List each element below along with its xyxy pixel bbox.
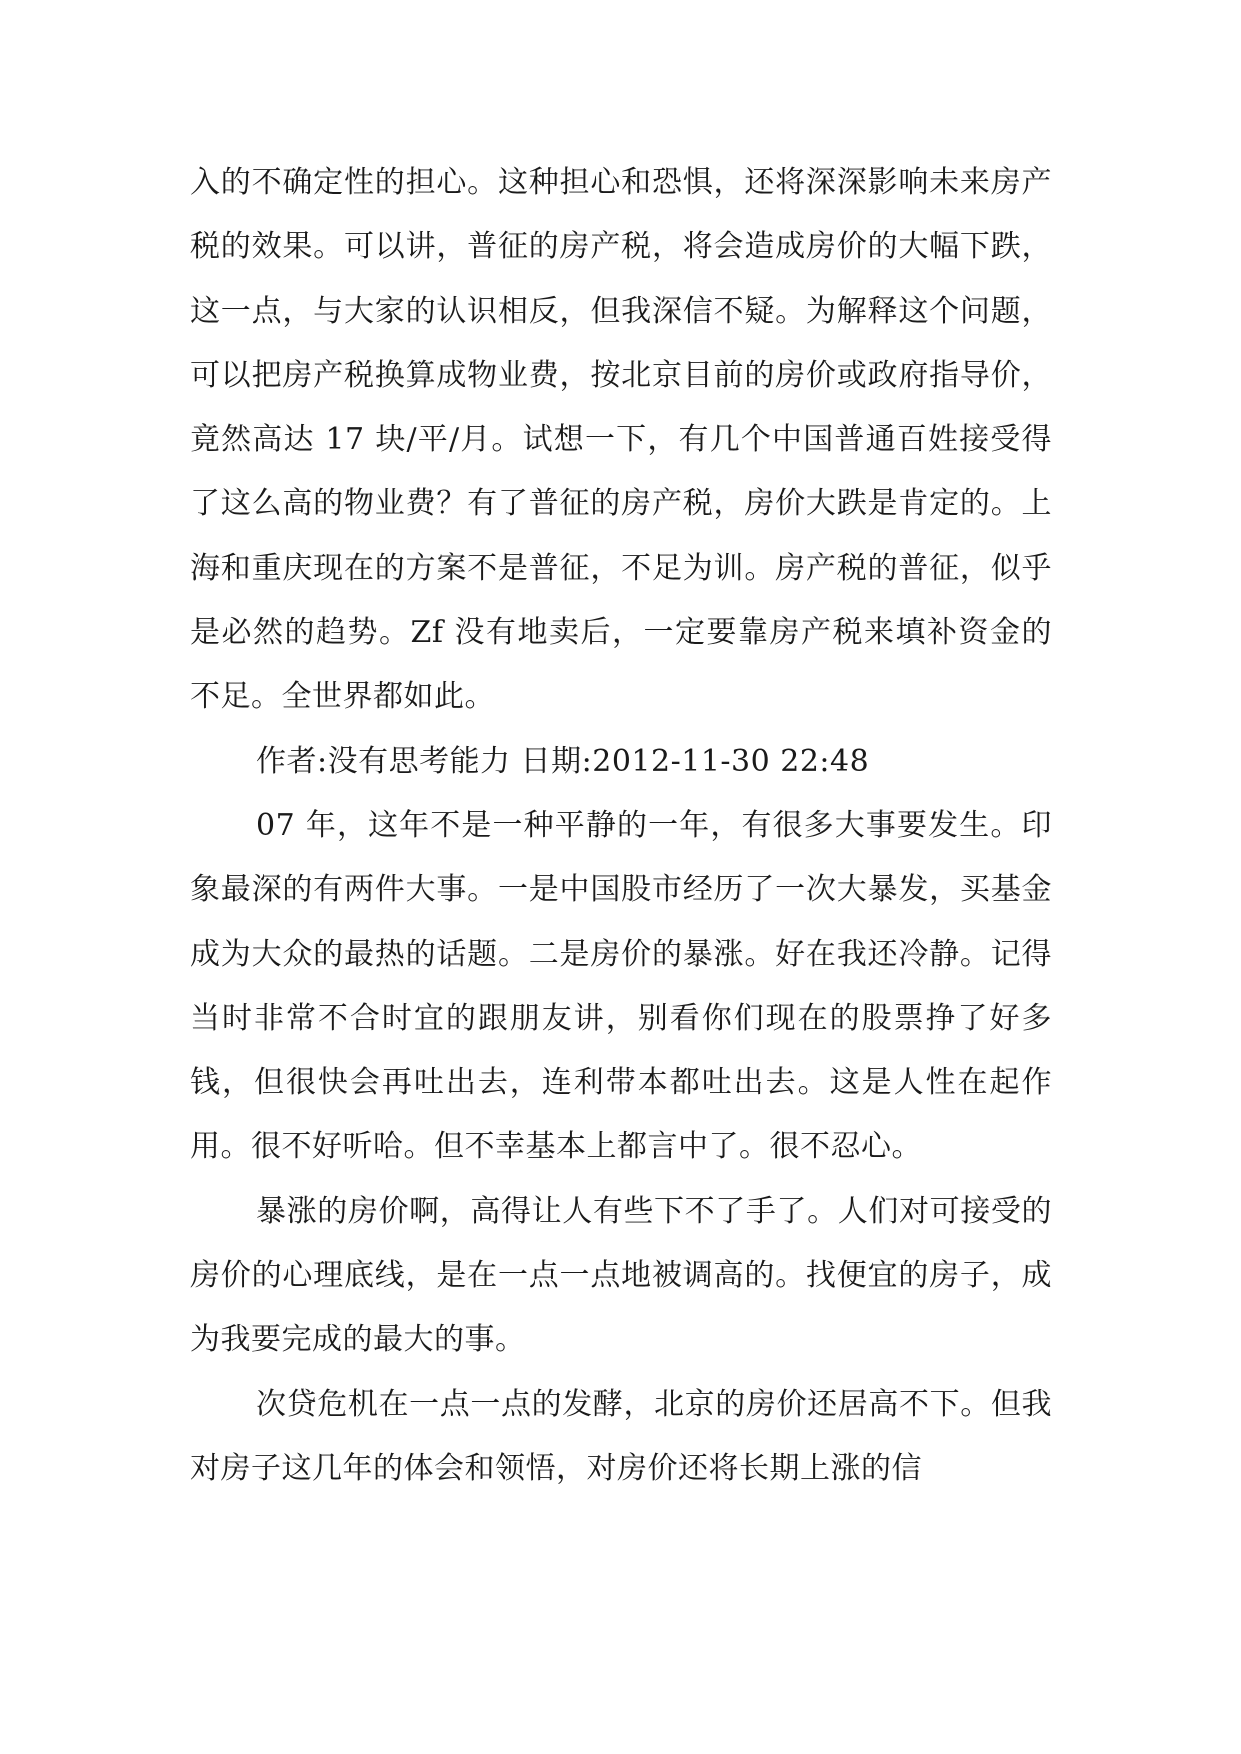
paragraph-4: 次贷危机在一点一点的发酵，北京的房价还居高不下。但我对房子这几年的体会和领悟，对房价还将长期上涨的信 [190, 1386, 1052, 1486]
paragraph-3: 暴涨的房价啊，高得让人有些下不了手了。人们对可接受的房价的心理底线，是在一点一点地被调高的。找便宜的房子，成为我要完成的最大的事。 [190, 1193, 1052, 1358]
paragraph-1: 入的不确定性的担心。这种担心和恐惧，还将深深影响未来房产税的效果。可以讲，普征的房产税，将会造成房价的大幅下跌，这一点，与大家的认识相反，但我深信不疑。为解释这个问题，可以把房产税换算成物业费，按北京目前的房价或政府指导价，竟然高达 17 块/平/月。试想一下，有几个中国普通百姓接受得了这么高的物业费？有了普征的房产税，房价大跌是肯定的。上海和重庆现在的方案不是普征，不足为训。房产税的普征，似乎是必然的趋势。Zf 没有地卖后，一定要靠房产税来填补资金的不足。全世界都如此。 [190, 165, 1052, 715]
paragraph-2: 07 年，这年不是一种平静的一年，有很多大事要发生。印象最深的有两件大事。一是中国股市经历了一次大暴发，买基金成为大众的最热的话题。二是房价的暴涨。好在我还冷静。记得当时非常不合时宜的跟朋友讲，别看你们现在的股票挣了好多钱，但很快会再吐出去，连利带本都吐出去。这是人性在起作用。很不好听哈。但不幸基本上都言中了。很不忍心。 [190, 807, 1052, 1165]
body-text [190, 151, 1052, 1501]
author-date-line: 作者:没有思考能力 日期:2012-11-30 22:48 [256, 743, 870, 779]
